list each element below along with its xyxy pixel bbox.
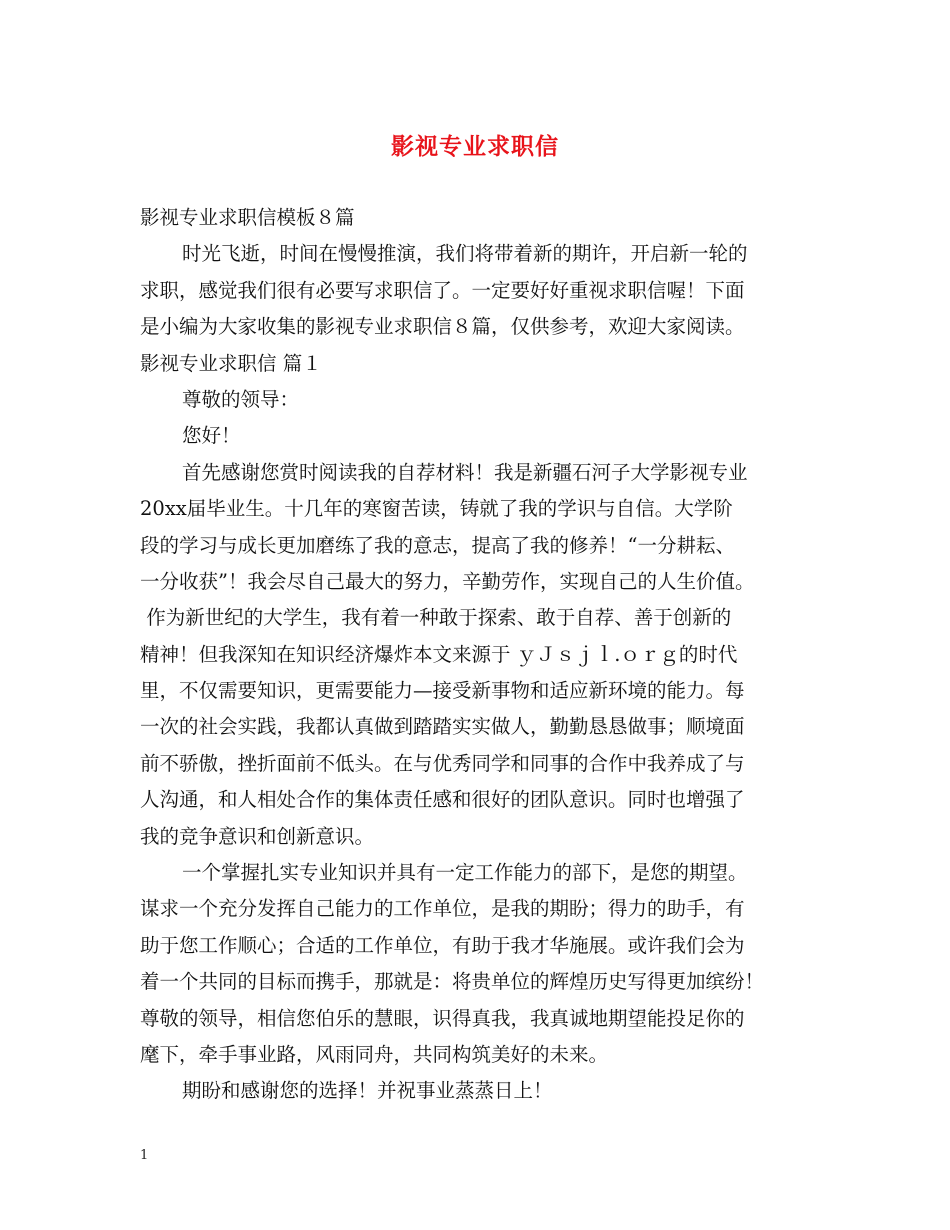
paragraph-line: 时光飞逝，时间在慢慢推演，我们将带着新的期许，开启新一轮的	[182, 242, 748, 266]
subtitle-line: 影视专业求职信模板８篇	[140, 206, 355, 229]
paragraph-line: 助于您工作顺心；合适的工作单位，有助于我才华施展。或许我们会为	[140, 933, 745, 957]
document-title: 影视专业求职信	[391, 133, 559, 160]
greeting-line: 您好！	[182, 424, 241, 448]
salutation-line: 尊敬的领导：	[182, 387, 300, 411]
paragraph-line: 里，不仅需要知识，更需要能力—接受新事物和适应新环境的能力。每	[140, 679, 745, 703]
paragraph-line: 我的竞争意识和创新意识。	[140, 824, 375, 848]
paragraph-line: 求职，感觉我们很有必要写求职信了。一定要好好重视求职信喔！下面	[140, 278, 745, 302]
paragraph-line: 一次的社会实践，我都认真做到踏踏实实做人，勤勤恳恳做事；顺境面	[140, 715, 745, 739]
paragraph-line: 首先感谢您赏时阅读我的自荐材料！我是新疆石河子大学影视专业	[182, 460, 748, 484]
paragraph-line: 一个掌握扎实专业知识并具有一定工作能力的部下，是您的期望。	[182, 861, 748, 885]
paragraph-line: 着一个共同的目标而携手，那就是：将贵单位的辉煌历史写得更加缤纷！	[140, 970, 765, 994]
paragraph-line: 精神！但我深知在知识经济爆炸本文来源于 ｙＪｓｊｌ.ｏｒｇ的时代	[140, 642, 738, 666]
paragraph-line: 人沟通，和人相处合作的集体责任感和很好的团队意识。同时也增强了	[140, 788, 745, 812]
paragraph-line: 麾下，牵手事业路，风雨同舟，共同构筑美好的未来。	[140, 1042, 609, 1066]
closing-line: 期盼和感谢您的选择！并祝事业蒸蒸日上！	[182, 1079, 553, 1103]
paragraph-line: 是小编为大家收集的影视专业求职信８篇，仅供参考，欢迎大家阅读。	[140, 315, 745, 339]
page-number: 1	[140, 1148, 149, 1163]
paragraph-line: 段的学习与成长更加磨练了我的意志，提高了我的修养！“一分耕耘、	[140, 533, 735, 557]
section-heading: 影视专业求职信 篇１	[140, 351, 322, 375]
paragraph-line: 谋求一个充分发挥自己能力的工作单位，是我的期盼；得力的助手，有	[140, 897, 745, 921]
paragraph-line: 作为新世纪的大学生，我有着一种敢于探索、敢于自荐、善于创新的	[140, 606, 732, 630]
paragraph-line: 前不骄傲，挫折面前不低头。在与优秀同学和同事的合作中我养成了与	[140, 751, 745, 775]
document-body	[140, 200, 820, 1110]
paragraph-line: 尊敬的领导，相信您伯乐的慧眼，识得真我，我真诚地期望能投足你的	[140, 1006, 745, 1030]
paragraph-line: 一分收获”！我会尽自己最大的努力，辛勤劳作，实现自己的人生价值。	[140, 569, 755, 593]
paragraph-line: 20xx届毕业生。十几年的寒窗苦读，铸就了我的学识与自信。大学阶	[140, 497, 733, 521]
